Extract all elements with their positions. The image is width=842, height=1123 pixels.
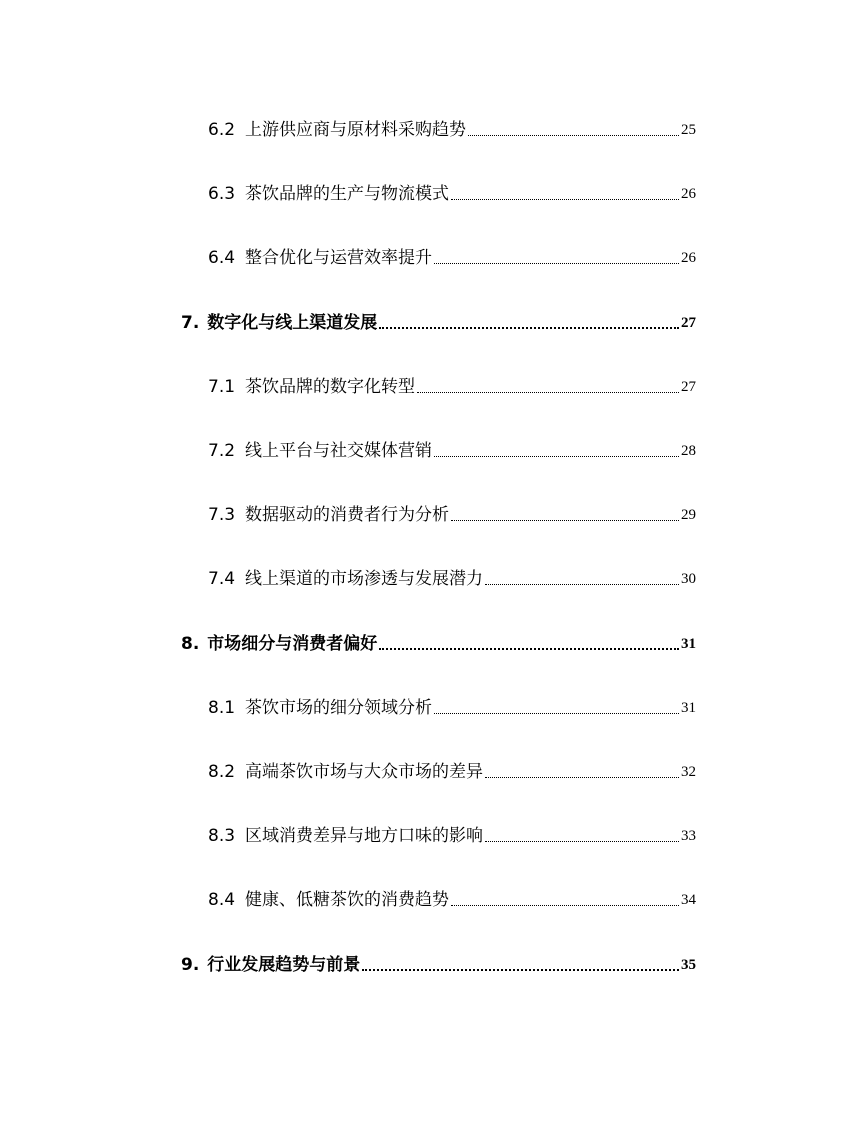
toc-entry-8[interactable] bbox=[181, 632, 696, 656]
dot-leader bbox=[451, 520, 679, 521]
toc-entry-page: 35 bbox=[681, 957, 696, 973]
toc-entry-title: 行业发展趋势与前景 bbox=[207, 955, 361, 975]
toc-entry-8-2[interactable] bbox=[208, 760, 696, 784]
toc-entry-8-1[interactable] bbox=[208, 696, 696, 720]
toc-entry-title: 线上平台与社交媒体营销 bbox=[245, 441, 433, 461]
toc-entry-number: 7.2 bbox=[208, 441, 236, 461]
toc-entry-number: 7.1 bbox=[208, 377, 236, 397]
toc-entry-page: 26 bbox=[681, 186, 696, 202]
toc-entry-title: 数据驱动的消费者行为分析 bbox=[245, 505, 450, 525]
toc-entry-title: 数字化与线上渠道发展 bbox=[207, 313, 378, 333]
toc-entry-number: 6.2 bbox=[208, 120, 236, 140]
toc-entry-number: 7.4 bbox=[208, 569, 236, 589]
toc-entry-number: 7. bbox=[181, 313, 200, 333]
dot-leader bbox=[379, 648, 679, 650]
dot-leader bbox=[417, 392, 679, 393]
toc-entry-title: 上游供应商与原材料采购趋势 bbox=[245, 120, 467, 140]
toc-entry-9[interactable] bbox=[181, 953, 696, 977]
dot-leader bbox=[451, 905, 679, 906]
toc-entry-number: 8.3 bbox=[208, 826, 236, 846]
dot-leader bbox=[485, 841, 679, 842]
toc-entry-title: 茶饮品牌的生产与物流模式 bbox=[245, 184, 450, 204]
toc-entry-page: 34 bbox=[681, 892, 696, 908]
toc-entry-7[interactable] bbox=[181, 311, 696, 335]
toc-entry-title: 区域消费差异与地方口味的影响 bbox=[245, 826, 484, 846]
dot-leader bbox=[434, 456, 679, 457]
toc-entry-page: 28 bbox=[681, 443, 696, 459]
toc-entry-page: 29 bbox=[681, 507, 696, 523]
toc-entry-title: 健康、低糖茶饮的消费趋势 bbox=[245, 890, 450, 910]
toc-entry-number: 6.4 bbox=[208, 248, 236, 268]
toc-entry-page: 31 bbox=[681, 636, 696, 652]
toc-entry-6-2[interactable] bbox=[208, 118, 696, 142]
toc-entry-number: 8.4 bbox=[208, 890, 236, 910]
dot-leader bbox=[434, 263, 679, 264]
dot-leader bbox=[468, 135, 679, 136]
toc-entry-8-3[interactable] bbox=[208, 824, 696, 848]
toc-entry-title: 高端茶饮市场与大众市场的差异 bbox=[245, 762, 484, 782]
toc-entry-title: 线上渠道的市场渗透与发展潜力 bbox=[245, 569, 484, 589]
toc-entry-number: 7.3 bbox=[208, 505, 236, 525]
toc-entry-7-3[interactable] bbox=[208, 503, 696, 527]
toc-entry-6-3[interactable] bbox=[208, 182, 696, 206]
dot-leader bbox=[362, 969, 679, 971]
toc-entry-number: 8.2 bbox=[208, 762, 236, 782]
toc-entry-number: 9. bbox=[181, 955, 200, 975]
toc-entry-title: 整合优化与运营效率提升 bbox=[245, 248, 433, 268]
toc-entry-7-1[interactable] bbox=[208, 375, 696, 399]
dot-leader bbox=[451, 199, 679, 200]
toc-entry-7-2[interactable] bbox=[208, 439, 696, 463]
toc-entry-title: 茶饮品牌的数字化转型 bbox=[245, 377, 416, 397]
toc-entry-title: 市场细分与消费者偏好 bbox=[207, 634, 378, 654]
dot-leader bbox=[485, 584, 679, 585]
toc-entry-6-4[interactable] bbox=[208, 246, 696, 270]
toc-entry-page: 31 bbox=[681, 700, 696, 716]
dot-leader bbox=[379, 327, 679, 329]
toc-entry-page: 32 bbox=[681, 764, 696, 780]
toc-entry-7-4[interactable] bbox=[208, 567, 696, 591]
toc-entry-number: 8.1 bbox=[208, 698, 236, 718]
toc-entry-page: 26 bbox=[681, 250, 696, 266]
toc-entry-title: 茶饮市场的细分领域分析 bbox=[245, 698, 433, 718]
toc-entry-page: 27 bbox=[681, 379, 696, 395]
toc-entry-8-4[interactable] bbox=[208, 888, 696, 912]
toc-entry-page: 33 bbox=[681, 828, 696, 844]
toc-entry-page: 27 bbox=[681, 315, 696, 331]
dot-leader bbox=[434, 713, 679, 714]
dot-leader bbox=[485, 777, 679, 778]
toc-entry-number: 6.3 bbox=[208, 184, 236, 204]
toc-entry-page: 30 bbox=[681, 571, 696, 587]
toc-entry-page: 25 bbox=[681, 122, 696, 138]
toc-entry-number: 8. bbox=[181, 634, 200, 654]
